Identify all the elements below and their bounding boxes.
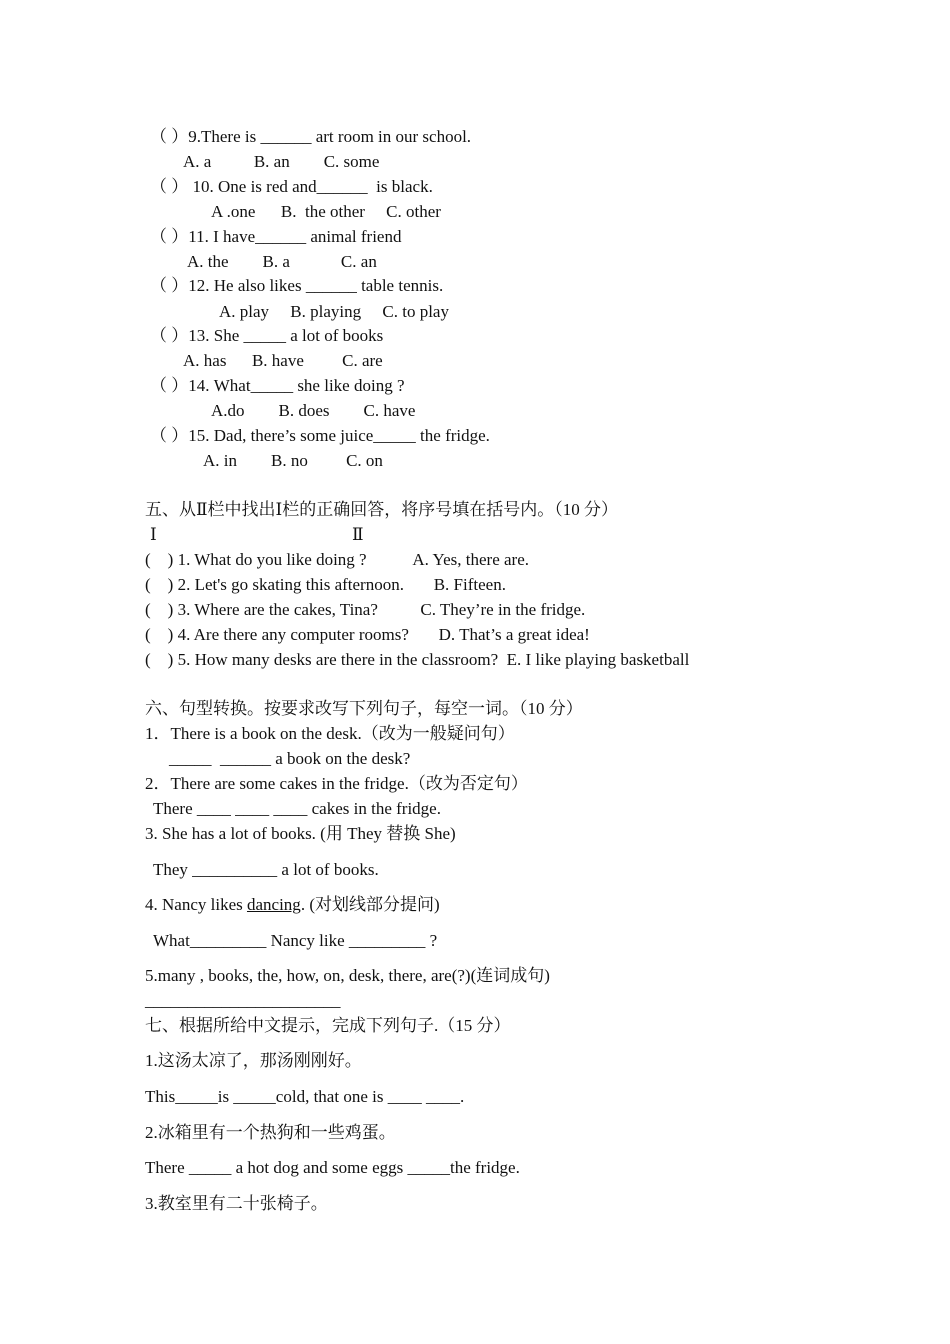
- text-line: A. a B. an C. some: [183, 152, 380, 171]
- q4-prefix: 4. Nancy likes: [145, 895, 247, 914]
- text-line: A .one B. the other C. other: [211, 202, 441, 221]
- text-line: A. the B. a C. an: [187, 252, 377, 271]
- text-line: A. has B. have C. are: [183, 351, 383, 370]
- text-line: ( ) 4. Are there any computer rooms? D. That’s a great idea!: [145, 625, 590, 644]
- text-line: _____ ______ a book on the desk?: [169, 749, 411, 768]
- text-line: （ ） 10. One is red and______ is black.: [150, 177, 433, 196]
- text-line: There ____ ____ ____ cakes in the fridge.: [153, 799, 441, 818]
- text-line: A. play B. playing C. to play: [219, 302, 449, 321]
- text-line: They __________ a lot of books.: [153, 860, 379, 879]
- text-line: 七、根据所给中文提示，完成下列句子.（15 分）: [145, 1016, 511, 1035]
- text-line: ( ) 1. What do you like doing ? A. Yes, there are.: [145, 550, 530, 569]
- text-line: 3.教室里有二十张椅子。: [145, 1194, 328, 1213]
- text-line: （ ）13. She _____ a lot of books: [150, 326, 384, 345]
- text-line: ( ) 5. How many desks are there in the classroom? E. I like playing basketball: [145, 650, 690, 669]
- text-line: ( ) 3. Where are the cakes, Tina? C. They’re in the fridge.: [145, 600, 586, 619]
- text-line: 五、从Ⅱ栏中找出Ⅰ栏的正确回答，将序号填在括号内。（10 分）: [145, 500, 619, 519]
- text-line: 1．There is a book on the desk.（改为一般疑问句）: [145, 724, 515, 743]
- text-line: Ⅱ: [352, 525, 364, 544]
- text-line: （ ）15. Dad, there’s some juice_____ the fridge.: [150, 426, 490, 445]
- text-line: This_____is _____cold, that one is ____ ____.: [145, 1087, 465, 1106]
- q4-suffix: . (对划线部分提问): [300, 895, 440, 914]
- text-line: A.do B. does C. have: [211, 401, 416, 420]
- text-line: What_________ Nancy like _________ ?: [153, 931, 438, 950]
- text-line: 2．There are some cakes in the fridge.（改为否定句）: [145, 774, 528, 793]
- q4-underlined-word: dancing: [246, 895, 301, 914]
- text-line: There _____ a hot dog and some eggs _____the fridge.: [145, 1158, 520, 1177]
- text-line: _______________________: [145, 991, 341, 1010]
- text-line: 2.冰箱里有一个热狗和一些鸡蛋。: [145, 1123, 396, 1142]
- text-line: （ ）9.There is ______ art room in our school.: [150, 127, 472, 146]
- text-line: 1.这汤太凉了，那汤刚刚好。: [145, 1051, 362, 1070]
- text-line: （ ）14. What_____ she like doing ?: [150, 376, 405, 395]
- question-six-4: [145, 896, 440, 913]
- text-line: （ ）12. He also likes ______ table tennis.: [150, 276, 444, 295]
- text-line: 六、句型转换。按要求改写下列句子，每空一词。（10 分）: [145, 699, 583, 718]
- text-line: （ ）11. I have______ animal friend: [150, 227, 402, 246]
- text-line: 3. She has a lot of books. (用 They 替换 She): [145, 824, 456, 843]
- text-line: A. in B. no C. on: [203, 451, 383, 470]
- text-line: 5.many , books, the, how, on, desk, there, are(?)(连词成句): [145, 966, 550, 985]
- text-line: Ⅰ: [150, 525, 157, 544]
- text-line: ( ) 2. Let's go skating this afternoon. B. Fifteen.: [145, 575, 506, 594]
